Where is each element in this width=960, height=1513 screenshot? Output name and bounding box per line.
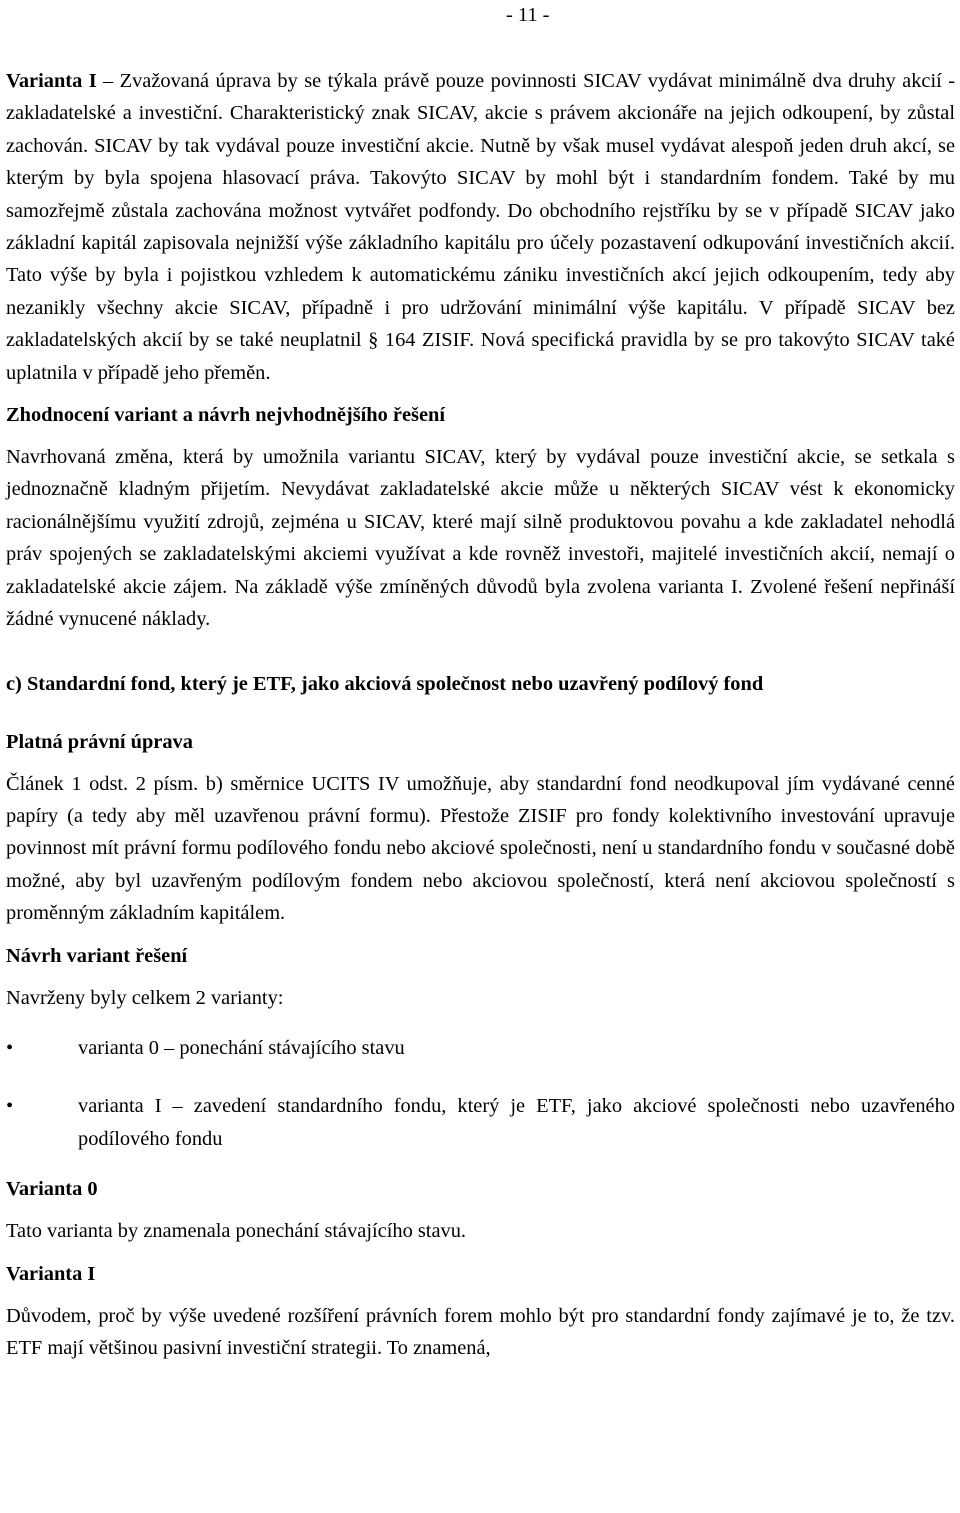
bullet-icon: •	[6, 1036, 14, 1059]
heading-variants-proposal: Návrh variant řešení	[6, 944, 188, 967]
heading-variant-i: Varianta I	[6, 1262, 96, 1285]
list-item	[6, 1032, 955, 1064]
bullet-icon: •	[6, 1095, 14, 1118]
heading-section-c: c) Standardní fond, který je ETF, jako akciová společnost nebo uzavřený podílový fond	[6, 672, 764, 695]
paragraph-variant-i: Důvodem, proč by výše uvedené rozšíření právních forem mohlo být pro standardní fondy zajímavé je to, že tzv. ETF mají většinou pasivní investiční strategii. To znamená,	[6, 1304, 955, 1359]
heading-legal-framework: Platná právní úprava	[6, 730, 193, 753]
list-item	[6, 1090, 955, 1155]
paragraph-variant-i-sicav	[6, 65, 955, 389]
heading-variant-0: Varianta 0	[6, 1178, 98, 1201]
heading-evaluation: Zhodnocení variant a návrh nejvhodnějšího řešení	[6, 404, 446, 427]
list-item-text: varianta 0 – ponechání stávajícího stavu	[78, 1036, 405, 1059]
paragraph-legal-framework: Článek 1 odst. 2 písm. b) směrnice UCITS IV umožňuje, aby standardní fond neodkupoval jím vydávané cenné papíry (a tedy aby měl uzavřenou právní formu). Přestože ZISIF pro fondy kolektivního investování upravuje povinnost mít právní formu podílového fondu nebo akciové společnosti, není u standardního fondu v současné době možné, aby byl uzavřeným podílovým fondem nebo akciovou společností, která není akciovou společností s proměnným základním kapitálem.	[6, 772, 955, 925]
variant-lead: Varianta I	[6, 70, 97, 92]
paragraph-text: – Zvažovaná úprava by se týkala právě pouze povinnosti SICAV vydávat minimálně dva druhy akcií - zakladatelské a investiční. Charakteristický znak SICAV, akcie s právem akcionáře na jejich odkoupení, by zůstal zachován. SICAV by tak vydával pouze investiční akcie. Nutně by však musel vydávat alespoň jeden druh akcí, se kterým by byla spojena hlasovací práva. Takovýto SICAV by mohl být i standardním fondem. Také by mu samozřejmě zůstala zachována možnost vytvářet podfondy. Do obchodního rejstříku by se v případě SICAV jako základní kapitál zapisovala nejnižší výše základního kapitálu pro účely pozastavení odkupování investičních akcií. Tato výše by byla i pojistkou vzhledem k automatickému zániku investičních akcí jejich odkoupením, tedy aby nezanikly všechny akcie SICAV, případně i pro udržování minimální výše kapitálu. V případě SICAV bez zakladatelských akcií by se také neuplatnil § 164 ZISIF. Nová specifická pravidla by se pro takovýto SICAV také uplatnila v případě jeho přeměn.	[6, 70, 955, 384]
page-number: - 11 -	[506, 4, 550, 26]
variants-list	[6, 1032, 955, 1155]
list-item-text: varianta I – zavedení standardního fondu, který je ETF, jako akciové společnosti nebo uzavřeného podílového fondu	[78, 1095, 955, 1150]
paragraph-variants-intro: Navrženy byly celkem 2 varianty:	[6, 986, 284, 1009]
paragraph-variant-0: Tato varianta by znamenala ponechání stávajícího stavu.	[6, 1220, 467, 1243]
paragraph-evaluation: Navrhovaná změna, která by umožnila variantu SICAV, který by vydával pouze investiční akcie, se setkala s jednoznačně kladným přijetím. Nevydávat zakladatelské akcie může u některých SICAV vést k ekonomicky racionálnějšímu využití zdrojů, zejména u SICAV, které mají silně produktovou povahu a kde zakladatel nehodlá práv spojených se zakladatelskými akciemi využívat a kde rovněž investoři, majitelé investičních akcií, nemají o zakladatelské akcie zájem. Na základě výše zmíněných důvodů byla zvolena varianta I. Zvolené řešení nepřináší žádné vynucené náklady.	[6, 446, 955, 631]
